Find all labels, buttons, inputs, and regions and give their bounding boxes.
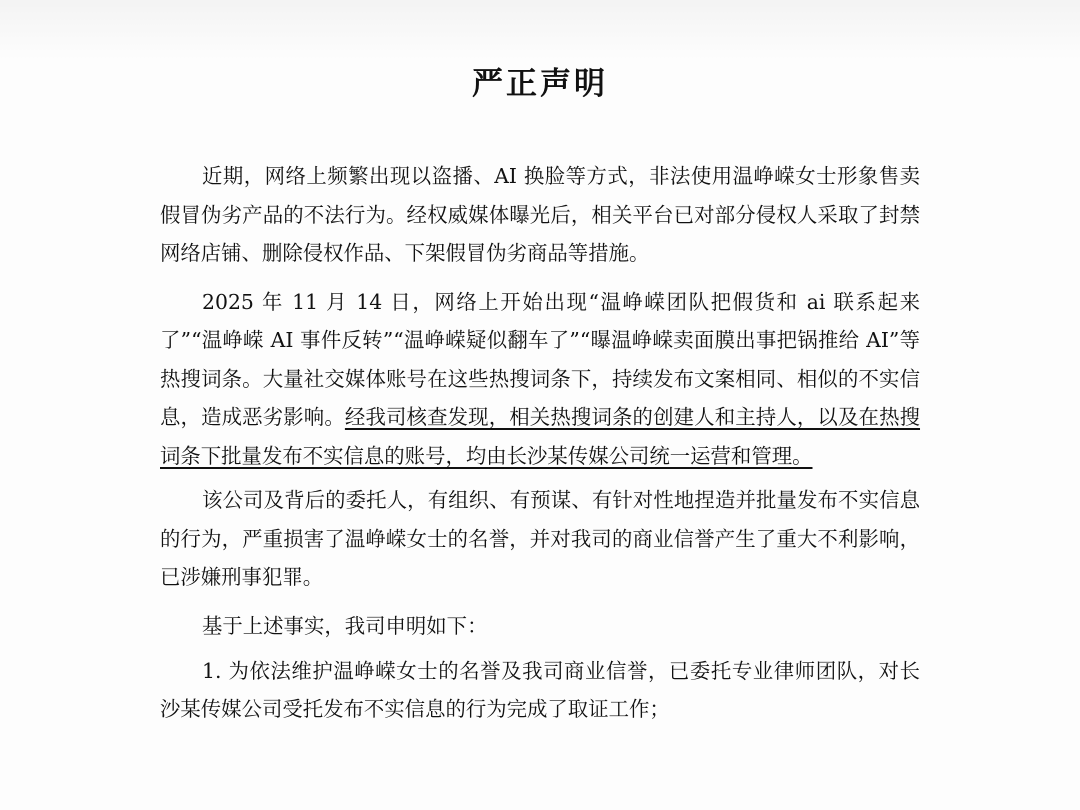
- paragraph-company-conduct: 该公司及背后的委托人，有组织、有预谋、有针对性地捏造并批量发布不实信息的行为，严重损害了温峥嵘女士的名誉，并对我司的商业信誉产生了重大不利影响，已涉嫌刑事犯罪。: [160, 488, 920, 590]
- hot-search-text: 2025 年 11 月 14 日，网络上开始出现“温峥嵘团队把假货和 ai 联系起来了”“温峥嵘 AI 事件反转”“温峥嵘疑似翻车了”“曝温峥嵘卖面膜出事把锅推给 AI”等热搜词条。大量社交媒体账号在这些热搜词条下，持续发布文案相同、相似的不实信息，造成恶劣影响。: [160, 289, 920, 430]
- underlined-finding: 经我司核查发现，相关热搜词条的创建人和主持人，以及在热搜词条下批量发布不实信息的账号，均由长沙某传媒公司统一运营和管理。: [160, 405, 921, 468]
- document-title: 严正声明: [472, 66, 608, 102]
- paragraph-recent-infringement: 近期，网络上频繁出现以盗播、AI 换脸等方式，非法使用温峥嵘女士形象售卖假冒伪劣产品的不法行为。经权威媒体曝光后，相关平台已对部分侵权人采取了封禁网络店铺、删除侵权作品、下架假冒伪劣商品等措施。: [160, 164, 920, 265]
- document-body: [160, 157, 920, 729]
- paragraph-hot-search: [160, 283, 920, 476]
- scan-shadow: [0, 0, 1080, 60]
- list-item-1: 1. 为依法维护温峥嵘女士的名誉及我司商业信誉，已委托专业律师团队，对长沙某传媒公司受托发布不实信息的行为完成了取证工作；: [160, 658, 920, 722]
- paragraph-declaration-intro: 基于上述事实，我司申明如下：: [202, 614, 488, 639]
